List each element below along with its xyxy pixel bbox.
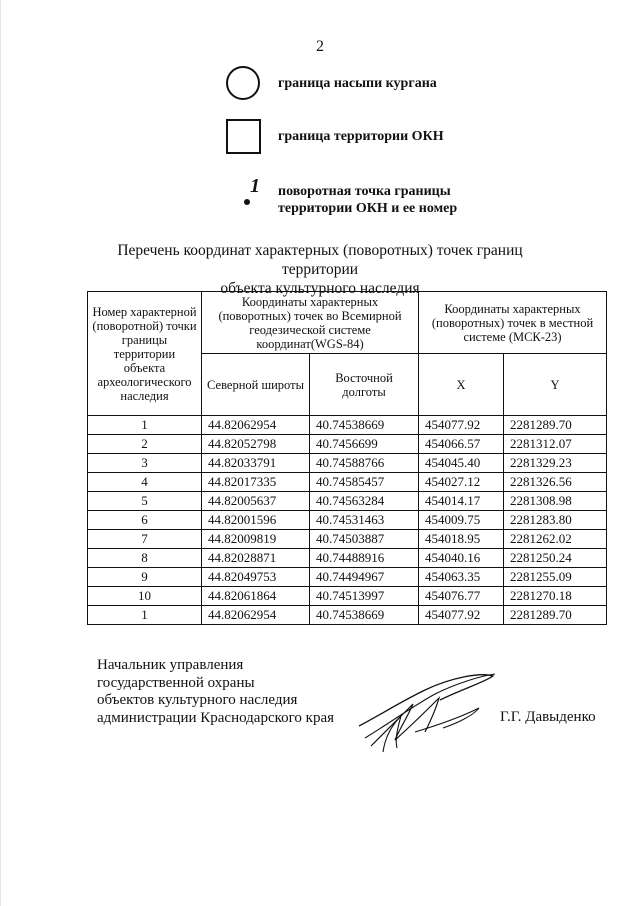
latitude-cell: 44.82005637 <box>202 492 310 511</box>
point-number-cell: 2 <box>88 435 202 454</box>
y-cell: 2281262.02 <box>504 530 607 549</box>
point-number-cell: 8 <box>88 549 202 568</box>
signer-title-line1: Начальник управления <box>97 657 244 673</box>
latitude-cell: 44.82062954 <box>202 606 310 625</box>
legend-mound-boundary: граница насыпи кургана <box>278 76 437 91</box>
coordinates-heading <box>80 241 560 298</box>
point-number-cell: 1 <box>88 416 202 435</box>
y-cell: 2281308.98 <box>504 492 607 511</box>
col-point-header: Номер характерной (поворотной) точки границы территории объекта археологического наследия <box>88 292 202 416</box>
x-cell: 454045.40 <box>419 454 504 473</box>
table-row <box>88 530 607 549</box>
longitude-cell: 40.74503887 <box>310 530 419 549</box>
x-cell: 454077.92 <box>419 416 504 435</box>
longitude-cell: 40.74488916 <box>310 549 419 568</box>
turning-point-legend-number: 1 <box>250 175 260 197</box>
x-cell: 454014.17 <box>419 492 504 511</box>
y-cell: 2281250.24 <box>504 549 607 568</box>
x-cell: 454077.92 <box>419 606 504 625</box>
handwritten-signature <box>355 668 500 753</box>
latitude-cell: 44.82033791 <box>202 454 310 473</box>
x-cell: 454076.77 <box>419 587 504 606</box>
col-y-header: Y <box>504 354 607 416</box>
point-number-cell: 9 <box>88 568 202 587</box>
x-cell: 454040.16 <box>419 549 504 568</box>
y-cell: 2281312.07 <box>504 435 607 454</box>
y-cell: 2281283.80 <box>504 511 607 530</box>
longitude-cell: 40.74563284 <box>310 492 419 511</box>
legend-territory-boundary: граница территории ОКН <box>278 129 444 144</box>
circle-legend-symbol <box>226 66 260 100</box>
latitude-cell: 44.82028871 <box>202 549 310 568</box>
latitude-cell: 44.82061864 <box>202 587 310 606</box>
point-number-cell: 4 <box>88 473 202 492</box>
table-row <box>88 549 607 568</box>
col-lon-header: Восточной долготы <box>310 354 419 416</box>
table-row <box>88 511 607 530</box>
turning-point-dot-icon <box>244 199 250 205</box>
table-row <box>88 416 607 435</box>
heading-line2: объекта культурного наследия <box>220 280 420 297</box>
square-legend-symbol <box>226 119 261 154</box>
y-cell: 2281289.70 <box>504 416 607 435</box>
longitude-cell: 40.7456699 <box>310 435 419 454</box>
table-row <box>88 568 607 587</box>
point-number-cell: 7 <box>88 530 202 549</box>
table-row <box>88 492 607 511</box>
point-number-cell: 6 <box>88 511 202 530</box>
table-row <box>88 473 607 492</box>
heading-line1: Перечень координат характерных (поворотных) точек границ территории <box>117 242 523 278</box>
col-wgs-header: Координаты характерных (поворотных) точек во Всемирной геодезической системе координат(WGS-84) <box>202 292 419 354</box>
x-cell: 454018.95 <box>419 530 504 549</box>
longitude-cell: 40.74513997 <box>310 587 419 606</box>
col-x-header: X <box>419 354 504 416</box>
table-row <box>88 587 607 606</box>
y-cell: 2281326.56 <box>504 473 607 492</box>
latitude-cell: 44.82017335 <box>202 473 310 492</box>
y-cell: 2281255.09 <box>504 568 607 587</box>
page-margin-line <box>0 0 1 906</box>
signer-title-line4: администрации Краснодарского края <box>97 709 335 726</box>
point-number-cell: 5 <box>88 492 202 511</box>
latitude-cell: 44.82001596 <box>202 511 310 530</box>
y-cell: 2281289.70 <box>504 606 607 625</box>
x-cell: 454063.35 <box>419 568 504 587</box>
latitude-cell: 44.82062954 <box>202 416 310 435</box>
page-number: 2 <box>316 38 324 55</box>
col-msk-header: Координаты характерных (поворотных) точек в местной системе (МСК-23) <box>419 292 607 354</box>
signer-name: Г.Г. Давыденко <box>500 709 596 725</box>
signature-block <box>97 657 334 727</box>
x-cell: 454066.57 <box>419 435 504 454</box>
x-cell: 454027.12 <box>419 473 504 492</box>
table-row <box>88 435 607 454</box>
y-cell: 2281329.23 <box>504 454 607 473</box>
table-row <box>88 454 607 473</box>
signer-title-line2: государственной охраны <box>97 674 255 691</box>
longitude-cell: 40.74588766 <box>310 454 419 473</box>
longitude-cell: 40.74538669 <box>310 416 419 435</box>
longitude-cell: 40.74585457 <box>310 473 419 492</box>
point-number-cell: 3 <box>88 454 202 473</box>
latitude-cell: 44.82052798 <box>202 435 310 454</box>
y-cell: 2281270.18 <box>504 587 607 606</box>
signer-title-line3: объектов культурного наследия <box>97 692 298 708</box>
longitude-cell: 40.74531463 <box>310 511 419 530</box>
coordinates-table <box>87 291 607 625</box>
col-lat-header: Северной широты <box>202 354 310 416</box>
latitude-cell: 44.82009819 <box>202 530 310 549</box>
table-row <box>88 606 607 625</box>
longitude-cell: 40.74538669 <box>310 606 419 625</box>
legend-turning-point-line2: территории ОКН и ее номер <box>278 201 458 216</box>
x-cell: 454009.75 <box>419 511 504 530</box>
point-number-cell: 1 <box>88 606 202 625</box>
point-number-cell: 10 <box>88 587 202 606</box>
legend-turning-point-line1: поворотная точка границы <box>278 184 451 199</box>
latitude-cell: 44.82049753 <box>202 568 310 587</box>
longitude-cell: 40.74494967 <box>310 568 419 587</box>
